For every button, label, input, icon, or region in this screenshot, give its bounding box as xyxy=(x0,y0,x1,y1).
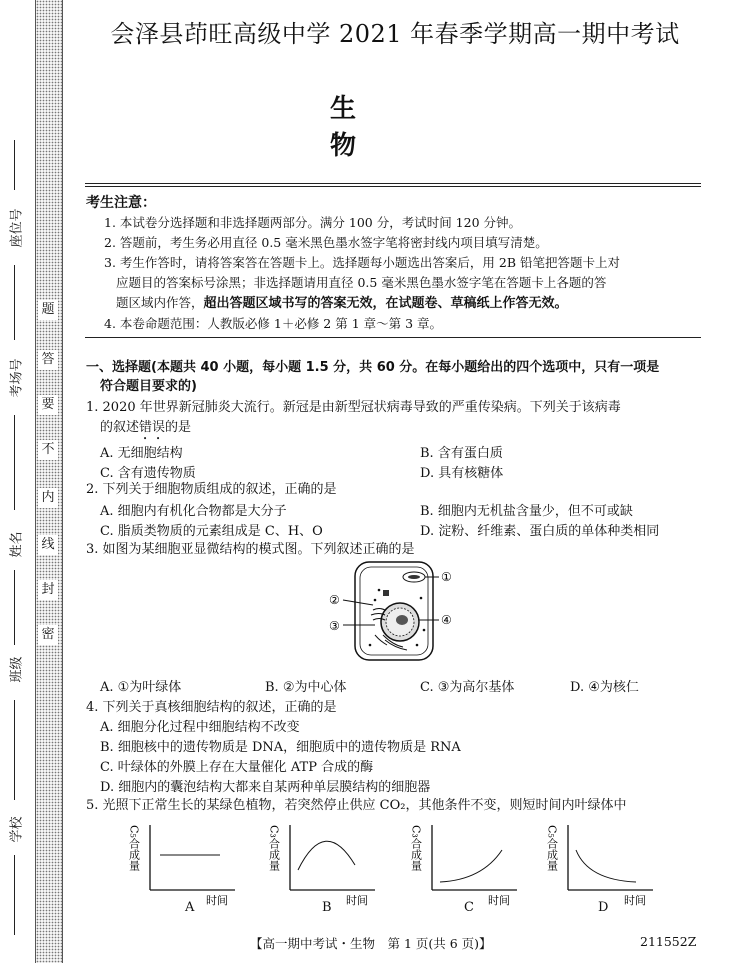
question-4 xyxy=(86,698,706,798)
option-d: D. 淀粉、纤维素、蛋白质的单体种类相同 xyxy=(420,524,660,539)
question-stem: 2. 下列关于细胞物质组成的叙述，正确的是 xyxy=(86,482,337,497)
field-line xyxy=(14,855,15,935)
divider xyxy=(85,186,701,187)
cell-diagram xyxy=(325,560,465,665)
x-axis-label: 时间 xyxy=(624,894,646,907)
seal-char: 内 xyxy=(38,488,58,508)
option-d: D. ④为核仁 xyxy=(570,680,639,695)
binding-strip xyxy=(35,0,63,963)
seal-char: 答 xyxy=(38,350,58,370)
option-a: A. 无细胞结构 xyxy=(100,446,183,461)
class-label: 班级 xyxy=(9,656,25,683)
option-a: A. ①为叶绿体 xyxy=(100,680,182,695)
exam-title: 会泽县茚旺高级中学 2021 年春季学期高一期中考试 xyxy=(110,20,680,48)
paper-code: 211552Z xyxy=(640,934,697,949)
graph-option-b: B xyxy=(322,900,332,915)
question-1: 1. 2020 年世界新冠肺炎大流行。新冠是由新型冠状病毒导致的严重传染病。下列关于该病毒 的叙述错误的是 xyxy=(86,398,706,443)
subject-title: 生物 xyxy=(330,94,417,161)
emphasis-word: 错误 xyxy=(139,420,166,435)
notice-item: 应题目的答案标号涂黑；非选择题请用直径 0.5 毫米黑色墨水签字笔在答题卡上各题的答 xyxy=(116,275,607,290)
option-c: C. 叶绿体的外膜上存在大量催化 ATP 合成的酶 xyxy=(100,760,374,775)
exam-notice xyxy=(86,193,706,334)
option-c: C. ③为高尔基体 xyxy=(420,680,515,695)
graph-option-a: A xyxy=(185,900,195,915)
y-axis-label: C₅合成量 xyxy=(127,825,141,871)
page-footer: 【高一期中考试・生物 第 1 页(共 6 页)】 xyxy=(250,936,492,951)
exam-room-label: 考场号 xyxy=(9,358,25,398)
divider xyxy=(85,183,701,184)
question-stem: 4. 下列关于真核细胞结构的叙述，正确的是 xyxy=(86,700,337,715)
y-axis-label: C₃合成量 xyxy=(267,825,281,871)
question-5 xyxy=(86,796,706,816)
divider xyxy=(85,337,701,338)
x-axis-label: 时间 xyxy=(346,894,368,907)
seal-char: 线 xyxy=(38,535,58,555)
option-b: B. 细胞内无机盐含量少，但不可或缺 xyxy=(420,504,633,519)
notice-bold-warning: 超出答题区域书写的答案无效，在试题卷、草稿纸上作答无效。 xyxy=(203,296,568,311)
notice-item: 2. 答题前，考生务必用直径 0.5 毫米黑色墨水签字笔将密封线内项目填写清楚。 xyxy=(104,235,548,250)
seal-char: 题 xyxy=(38,300,58,320)
field-line xyxy=(14,140,15,190)
question-3 xyxy=(86,540,706,560)
option-a: A. 细胞内有机化合物都是大分子 xyxy=(100,504,287,519)
question-stem: 3. 如图为某细胞亚显微结构的模式图。下列叙述正确的是 xyxy=(86,542,415,557)
option-b: B. 细胞核中的遗传物质是 DNA，细胞质中的遗传物质是 RNA xyxy=(100,740,461,755)
graph-option-c: C xyxy=(464,900,474,915)
option-b: B. 含有蛋白质 xyxy=(420,446,503,461)
school-label: 学校 xyxy=(9,816,25,843)
x-axis-label: 时间 xyxy=(206,894,228,907)
question-stem: 5. 光照下正常生长的某绿色植物，若突然停止供应 CO₂，其他条件不变，则短时间内叶绿体中 xyxy=(86,798,627,813)
seat-number-label: 座位号 xyxy=(9,208,25,248)
diagram-label-4: ④ xyxy=(441,613,452,627)
section-heading: 一、选择题(本题共 40 小题，每小题 1.5 分，共 60 分。在每小题给出的四个选项中，只有一项是 符合题目要求的) xyxy=(86,360,660,394)
diagram-label-1: ① xyxy=(441,570,452,584)
seal-char: 要 xyxy=(38,395,58,415)
option-d: D. 具有核糖体 xyxy=(420,466,504,481)
notice-item: 4. 本卷命题范围：人教版必修 1＋必修 2 第 1 章～第 3 章。 xyxy=(104,316,443,331)
question-2 xyxy=(86,480,706,500)
diagram-label-2: ② xyxy=(329,593,340,607)
x-axis-label: 时间 xyxy=(488,894,510,907)
field-line xyxy=(14,415,15,510)
option-c: C. 脂质类物质的元素组成是 C、H、O xyxy=(100,524,323,539)
field-line xyxy=(14,265,15,340)
option-c: C. 含有遗传物质 xyxy=(100,466,196,481)
option-b: B. ②为中心体 xyxy=(265,680,347,695)
seal-char: 密 xyxy=(38,625,58,645)
notice-heading: 考生注意： xyxy=(86,195,156,211)
seal-char: 封 xyxy=(38,580,58,600)
option-a: A. 细胞分化过程中细胞结构不改变 xyxy=(100,720,300,735)
option-d: D. 细胞内的囊泡结构大都来自某两种单层膜结构的细胞器 xyxy=(100,780,431,795)
seal-char: 不 xyxy=(38,440,58,460)
notice-item: 1. 本试卷分选择题和非选择题两部分。满分 100 分，考试时间 120 分钟。 xyxy=(104,215,522,230)
graph-option-d: D xyxy=(598,900,609,915)
field-line xyxy=(14,570,15,645)
name-label: 姓名 xyxy=(9,531,25,558)
y-axis-label: C₃合成量 xyxy=(409,825,423,871)
notice-item: 题区域内作答，超出答题区域书写的答案无效，在试题卷、草稿纸上作答无效。 xyxy=(116,295,568,311)
diagram-label-3: ③ xyxy=(329,619,340,633)
y-axis-label: C₅合成量 xyxy=(545,825,559,871)
field-line xyxy=(14,700,15,800)
question-stem: 1. 2020 年世界新冠肺炎大流行。新冠是由新型冠状病毒导致的严重传染病。下列关于该病毒 xyxy=(86,400,621,415)
notice-item: 3. 考生作答时，请将答案答在答题卡上。选择题每小题选出答案后，用 2B 铅笔把答题卡上对 xyxy=(104,255,620,270)
